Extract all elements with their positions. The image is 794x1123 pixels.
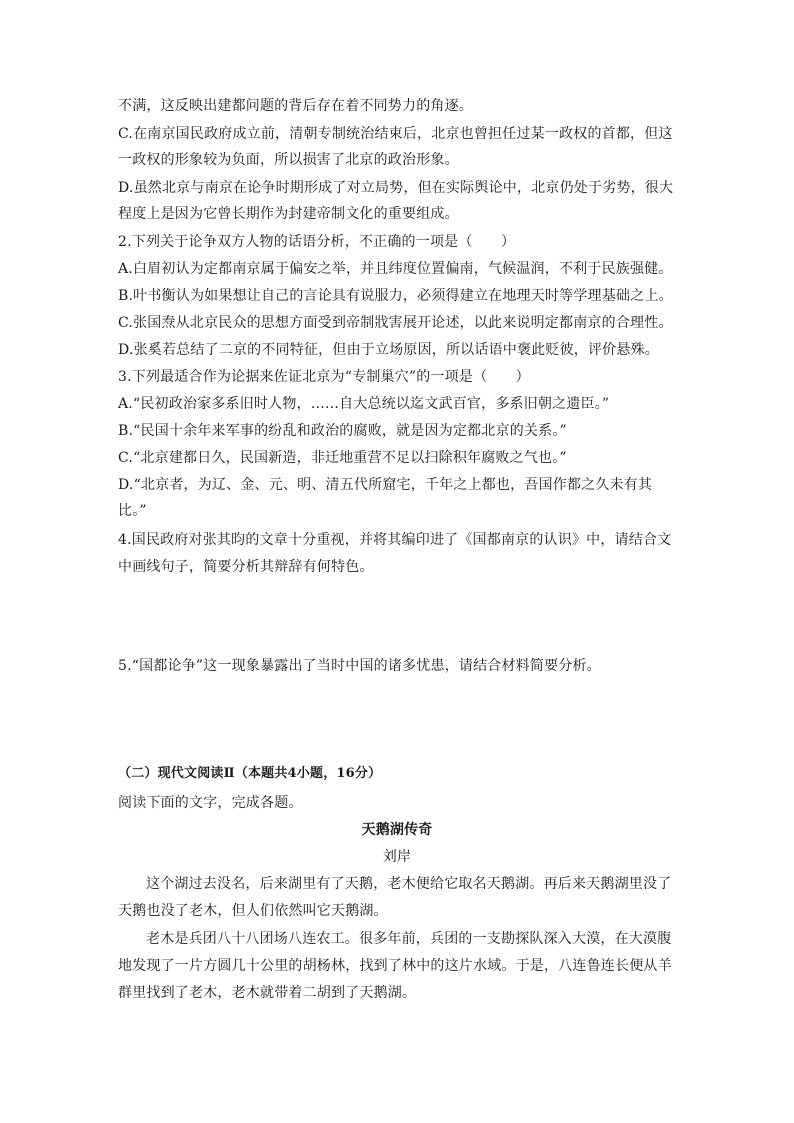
q2-option-d: D.张奚若总结了二京的不同特征，但由于立场原因，所以话语中褒此贬彼，评价悬殊。	[118, 342, 659, 358]
paragraph-2-line-3: 群里找到了老木，老木就带着二胡到了天鹅湖。	[118, 985, 417, 1001]
story-title: 天鹅湖传奇	[361, 822, 433, 838]
q1-option-d-line-2: 程度上是因为它曾长期作为封建帝制文化的重要组成。	[118, 206, 459, 222]
q1-option-c-line-2: 一政权的形象较为负面，所以损害了北京的政治形象。	[118, 152, 459, 168]
paragraph-2-line-1: 老木是兵团八十八团场八连农工。很多年前，兵团的一支勘探队深入大漠，在大漠腹	[146, 931, 672, 947]
q3-option-d-line-2: 比。”	[118, 503, 147, 519]
q1-option-c-line-1: C.在南京国民政府成立前，清朝专制统治结束后，北京也曾担任过某一政权的首都，但这	[118, 126, 673, 142]
paragraph-1-line-1: 这个湖过去没名，后来湖里有了天鹅，老木便给它取名天鹅湖。再后来天鹅湖里没了	[146, 876, 672, 892]
q4-line-2: 中画线句子，简要分析其辩辞有何特色。	[118, 559, 374, 575]
paragraph-2-line-2: 地发现了一片方圆几十公里的胡杨林，找到了林中的这片水域。于是，八连鲁连长便从羊	[118, 958, 672, 974]
q3-option-b: B.“民国十余年来军事的纷乱和政治的腐败，就是因为定都北京的关系。”	[118, 423, 567, 439]
q5: 5.“国都论争”这一现象暴露出了当时中国的诸多忧患，请结合材料简要分析。	[118, 658, 601, 674]
q2-option-b: B.叶书衡认为如果想让自己的言论具有说服力，必须得建立在地理天时等学理基础之上。	[118, 288, 673, 304]
paragraph-1-line-2: 天鹅也没了老木，但人们依然叫它天鹅湖。	[118, 903, 388, 919]
q2-stem: 2.下列关于论争双方人物的话语分析，不正确的一项是（ ）	[118, 234, 516, 250]
section2-instruction: 阅读下面的文字，完成各题。	[118, 795, 303, 811]
q3-option-a: A.“民初政治家多系旧时人物，……自大总统以迄文武百官，多系旧朝之遗臣。”	[118, 396, 610, 412]
q2-option-a: A.白眉初认为定都南京属于偏安之举，并且纬度位置偏南，气候温润，不利于民族强健。	[118, 261, 673, 277]
section2-title: （二）现代文阅读Ⅱ（本题共4小题，16分）	[118, 766, 382, 781]
story-author: 刘岸	[382, 849, 412, 865]
q2-option-c: C.张国焘从北京民众的思想方面受到帝制戕害展开论述，以此来说明定都南京的合理性。	[118, 315, 673, 331]
q4-line-1: 4.国民政府对张其昀的文章十分重视，并将其编印进了《国都南京的认识》中，请结合文	[118, 532, 672, 548]
q1-option-d-line-1: D.虽然北京与南京在论争时期形成了对立局势，但在实际舆论中，北京仍处于劣势，很大	[118, 180, 674, 196]
passage-end-line: 不满，这反映出建都问题的背后存在着不同势力的角逐。	[118, 98, 473, 114]
q3-option-c: C.“北京建都日久，民国新造，非迁地重营不足以扫除积年腐败之气也。”	[118, 450, 567, 466]
q3-stem: 3.下列最适合作为论据来佐证北京为“专制巢穴”的一项是（ ）	[118, 369, 530, 385]
q3-option-d-line-1: D.“北京者，为辽、金、元、明、清五代所窟宅，千年之上都也，吾国作都之久未有其	[118, 477, 653, 493]
